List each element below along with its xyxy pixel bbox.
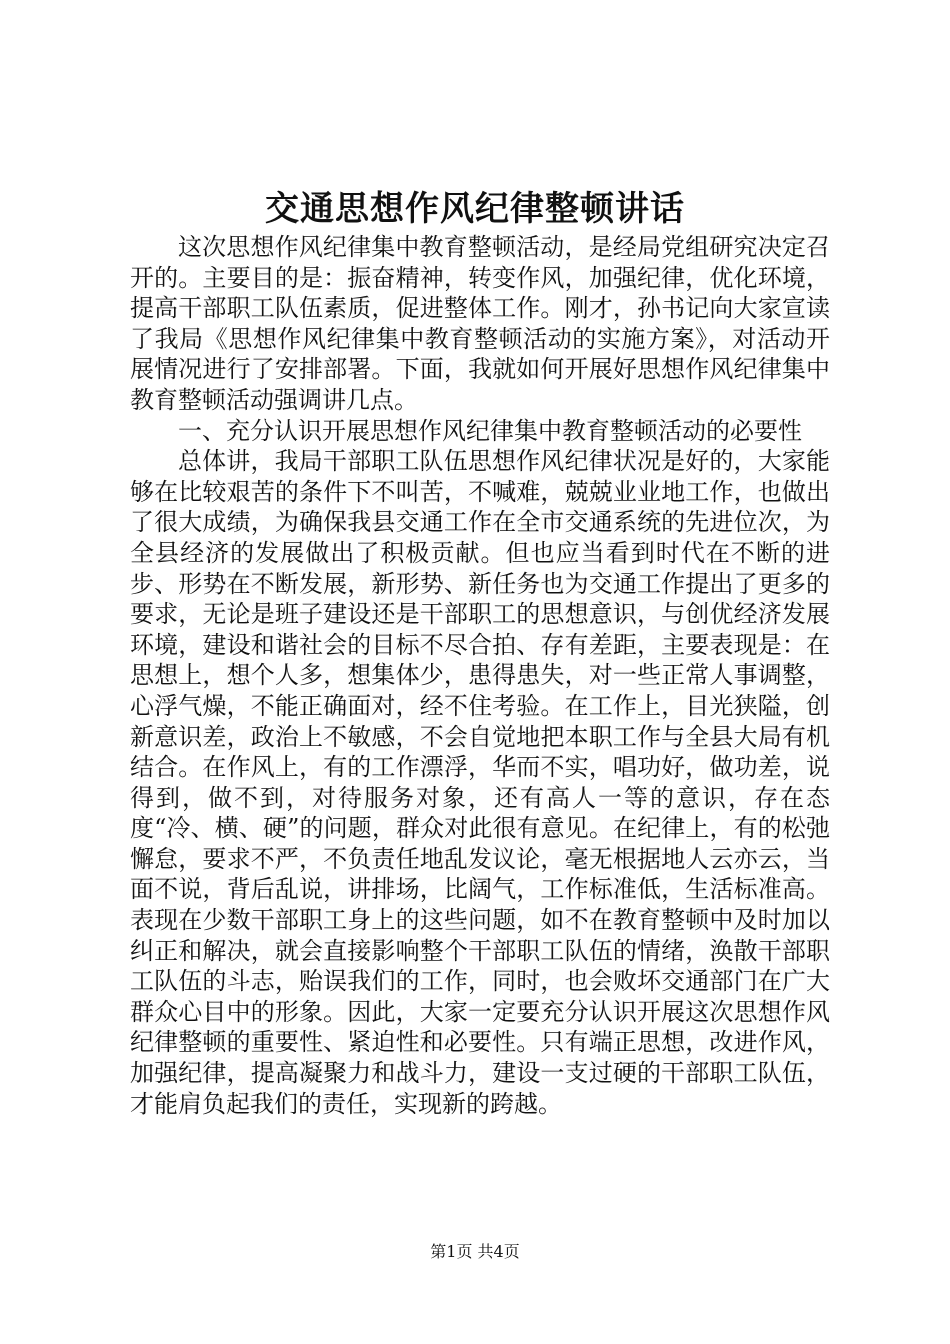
paragraph-intro: 这次思想作风纪律集中教育整顿活动，是经局党组研究决定召开的。主要目的是：振奋精神，转变作风，加强纪律，优化环境，提高干部职工队伍素质，促进整体工作。刚才，孙书记向大家宣读了我局《思想作风纪律集中教育整顿活动的实施方案》，对活动开展情况进行了安排部署。下面，我就如何开展好思想作风纪律集中教育整顿活动强调讲几点。 (130, 233, 830, 414)
document-title: 交通思想作风纪律整顿讲话 (265, 189, 685, 229)
section-heading-1: 一、充分认识开展思想作风纪律集中教育整顿活动的必要性 (178, 416, 802, 445)
document-body (130, 232, 830, 1119)
paragraph-section-1: 总体讲，我局干部职工队伍思想作风纪律状况是好的，大家能够在比较艰苦的条件下不叫苦，不喊难，兢兢业业地工作，也做出了很大成绩，为确保我县交通工作在全市交通系统的先进位次，为全县经济的发展做出了积极贡献。但也应当看到时代在不断的进步、形势在不断发展，新形势、新任务也为交通工作提出了更多的要求，无论是班子建设还是干部职工的思想意识，与创优经济发展环境，建设和谐社会的目标不尽合拍、存有差距，主要表现是：在思想上，想个人多，想集体少，患得患失，对一些正常人事调整，心浮气燥，不能正确面对，经不住考验。在工作上，目光狭隘，创新意识差，政治上不敏感，不会自觉地把本职工作与全县大局有机结合。在作风上，有的工作漂浮，华而不实，唱功好，做功差，说得到，做不到，对待服务对象，还有高人一等的意识，存在态度“冷、横、硬”的问题，群众对此很有意见。在纪律上，有的松弛懈怠，要求不严，不负责任地乱发议论，毫无根据地人云亦云，当面不说，背后乱说，讲排场，比阔气，工作标准低，生活标准高。表现在少数干部职工身上的这些问题，如不在教育整顿中及时加以纠正和解决，就会直接影响整个干部职工队伍的情绪，涣散干部职工队伍的斗志，贻误我们的工作，同时，也会败坏交通部门在广大群众心目中的形象。因此，大家一定要充分认识开展这次思想作风纪律整顿的重要性、紧迫性和必要性。只有端正思想，改进作风，加强纪律，提高凝聚力和战斗力，建设一支过硬的干部职工队伍，才能肩负起我们的责任，实现新的跨越。 (130, 447, 830, 1118)
page-number-footer: 第1页 共4页 (430, 1242, 520, 1261)
